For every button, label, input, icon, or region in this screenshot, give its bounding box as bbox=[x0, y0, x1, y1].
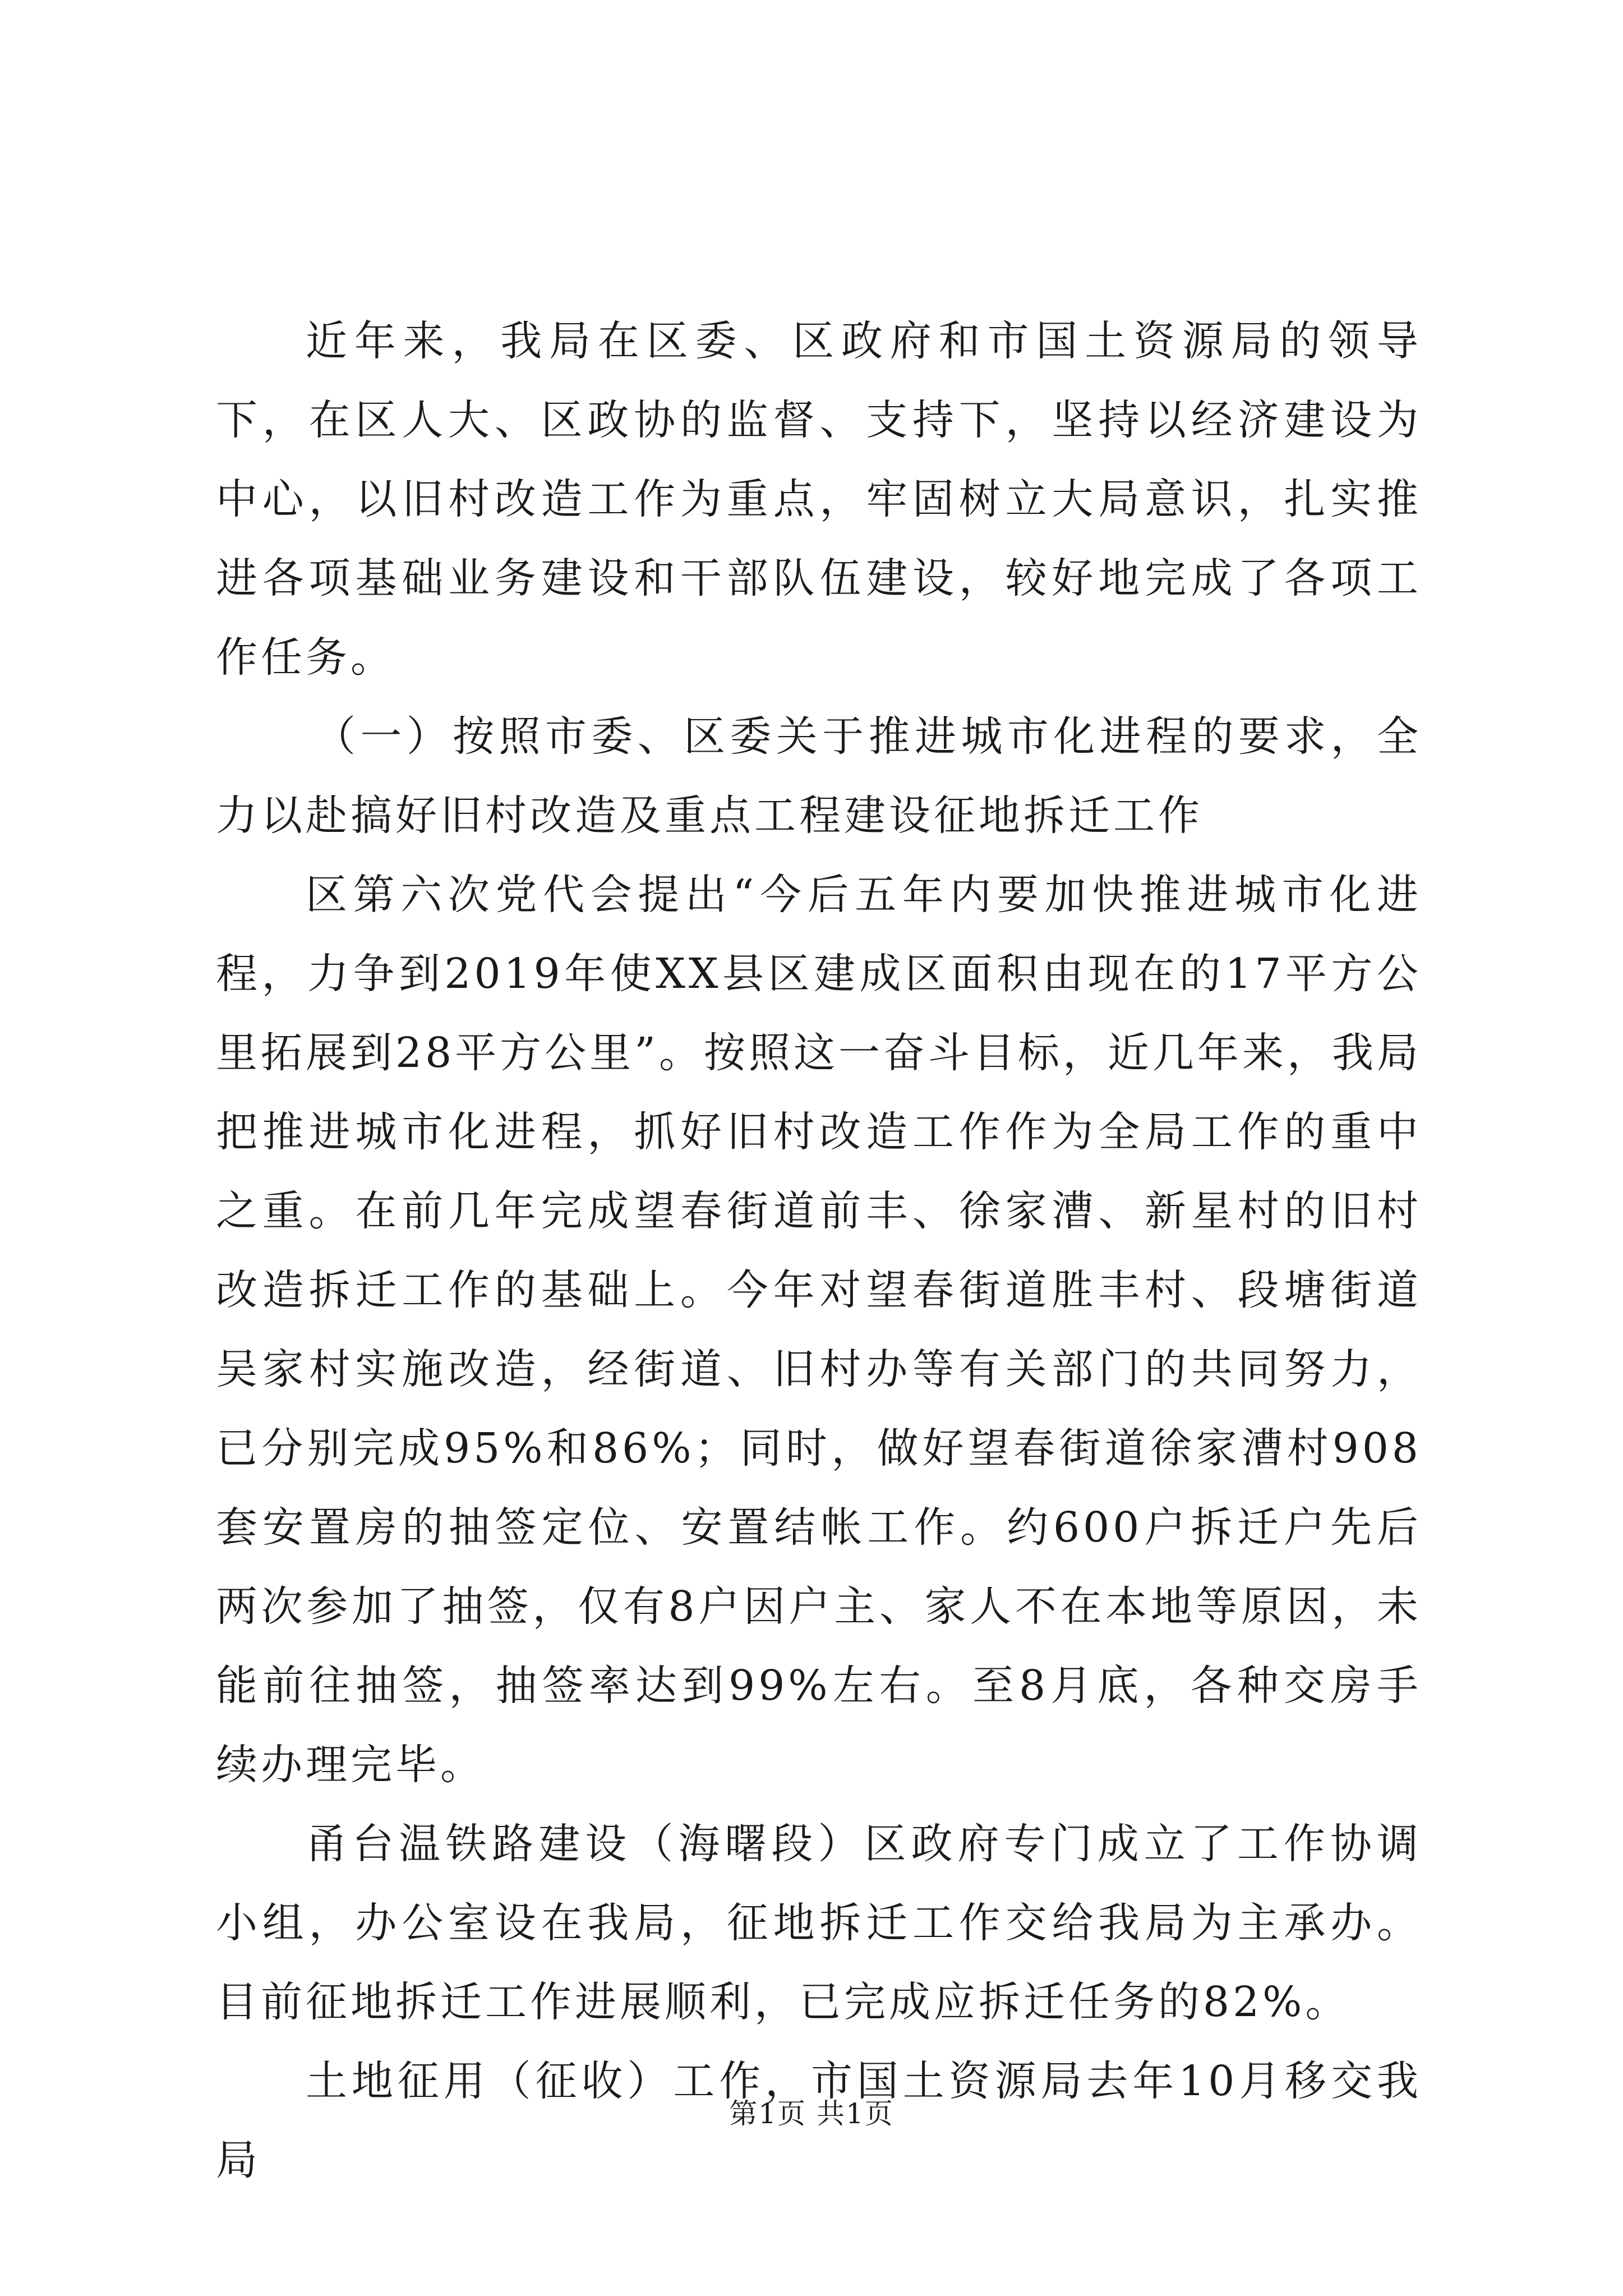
page-number-footer: 第1页 共1页 bbox=[729, 2097, 894, 2130]
paragraph-railway: 甬台温铁路建设（海曙段）区政府专门成立了工作协调小组，办公室设在我局，征地拆迁工作交给我局为主承办。目前征地拆迁工作进展顺利，已完成应拆迁任务的82%。 bbox=[216, 1820, 1422, 2026]
section-heading-1: （一）按照市委、区委关于推进城市化进程的要求，全力以赴搞好旧村改造及重点工程建设征地拆迁工作 bbox=[216, 712, 1422, 840]
paragraph-urbanization: 区第六次党代会提出“今后五年内要加快推进城市化进程，力争到2019年使XX县区建成区面积由现在的17平方公里拓展到28平方公里”。按照这一奋斗目标，近几年来，我局把推进城市化进程，抓好旧村改造工作作为全局工作的重中之重。在前几年完成望春街道前丰、徐家漕、新星村的旧村改造拆迁工作的基础上。今年对望春街道胜丰村、段塘街道吴家村实施改造，经街道、旧村办等有关部门的共同努力，已分别完成95%和86%；同时，做好望春街道徐家漕村908套安置房的抽签定位、安置结帐工作。约600户拆迁户先后两次参加了抽签，仅有8户因户主、家人不在本地等原因，未能前往抽签，抽签率达到99%左右。至8月底，各种交房手续办理完毕。 bbox=[216, 871, 1422, 1789]
document-body bbox=[216, 302, 1422, 2200]
paragraph-intro: 近年来，我局在区委、区政府和市国土资源局的领导下，在区人大、区政协的监督、支持下，坚持以经济建设为中心，以旧村改造工作为重点，牢固树立大局意识，扎实推进各项基础业务建设和干部队伍建设，较好地完成了各项工作任务。 bbox=[216, 317, 1422, 682]
paragraph-land-acquisition: 土地征用（征收）工作，市国土资源局去年10月移交我局 bbox=[216, 2057, 1422, 2184]
